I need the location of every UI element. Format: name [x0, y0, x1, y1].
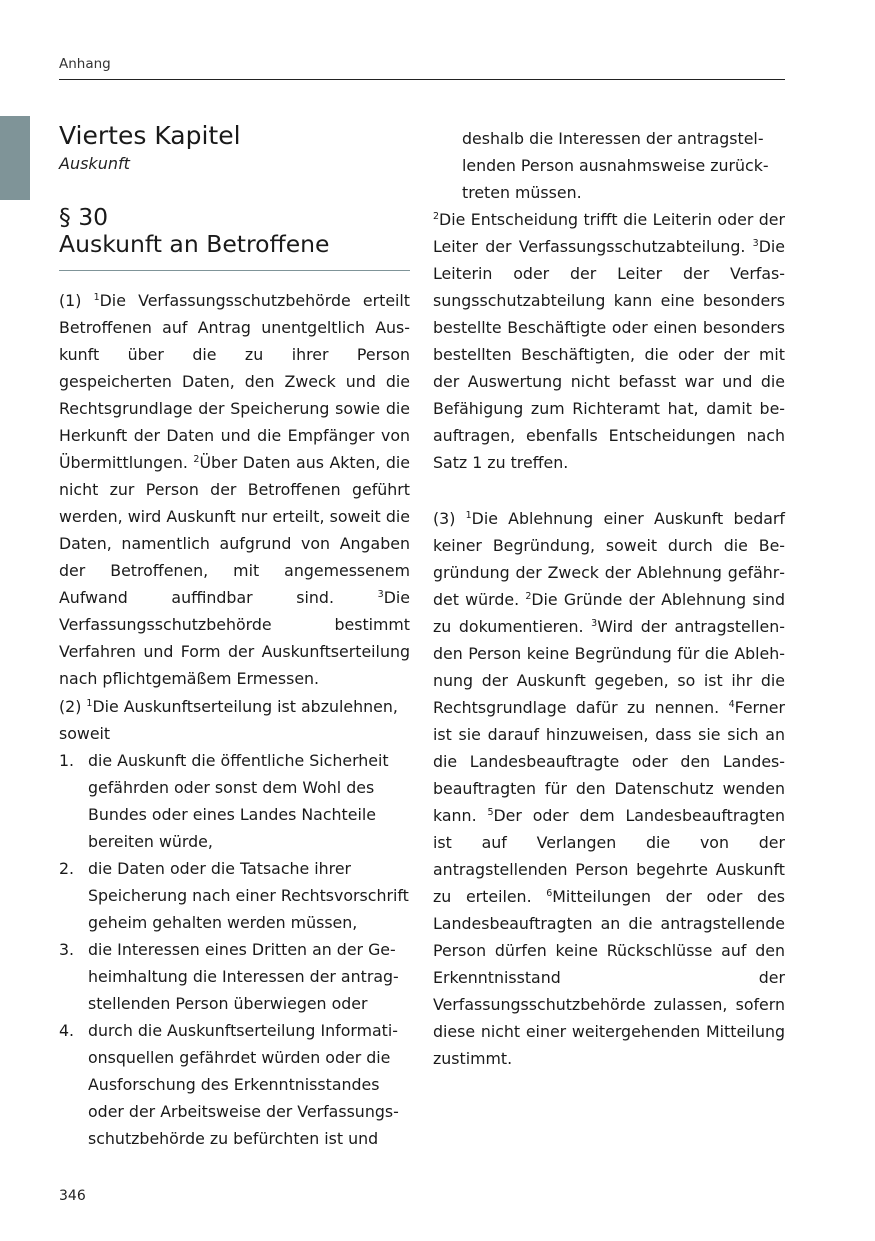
page-number: 346 [59, 1188, 86, 1204]
paragraph-3: (3) $^1$Die Ablehnung einer Auskunft bedarf keiner Begründung, soweit durch die Begründung der Zweck der Ablehnung gefährdet würde. $^2$Die Gründe der Ablehnung sind zu dokumentieren. $^3$Wird der antragstellenden Person keine Begründung für die Ablehnung der Auskunft gegeben, so ist ihr die Rechtsgrundlage dafür zu nennen. $^4$Ferner ist sie darauf hinzuweisen, dass sie sich an die Landesbeauftragte oder den Landesbeauftragten für den Datenschutz wenden kann. $^5$Der oder dem Landesbeauftragten ist auf Verlangen die von der antragstellenden Person begehrte Auskunft zu erteilen. $^6$Mitteilungen der oder des Landesbeauftragten an die antragstellende Person dürfen keine Rückschlüsse auf den Erkenntnisstand der Verfassungsschutzbehörde zulassen, sofern diese nicht einer weitergehenden Mitteilung zustimmt. [433, 509, 785, 1068]
numbered-list [59, 747, 410, 1152]
section-title: Auskunft an Betroffene [59, 230, 330, 258]
paragraph-2-intro: (2) $^1$Die Auskunftserteilung ist abzulehnen, soweit [59, 697, 398, 743]
list-item-continuation: deshalb die Interessen der antragstellenden Person ausnahmsweise zurücktreten müssen. [462, 129, 769, 202]
chapter-title: Viertes Kapitel [59, 121, 241, 150]
chapter-subtitle: Auskunft [59, 154, 130, 173]
running-head: Anhang [59, 56, 111, 72]
list-item: 2. die Daten oder die Tatsache ihrer Speicherung nach einer Rechtsvorschrift geheim gehalten werden müssen, [59, 859, 409, 932]
section-number: § 30 [59, 203, 109, 231]
section-rule [59, 270, 410, 271]
header-rule [59, 79, 785, 80]
list-item: 4. durch die Auskunftserteilung Informationsquellen gefährdet würden oder die Ausforschung des Erkenntnisstandes oder der Arbeitsweise der Verfassungsschutzbehörde zu befürchten ist und [59, 1021, 399, 1148]
list-item: 1. die Auskunft die öffentliche Sicherheit gefährden oder sonst dem Wohl des Bundes oder eines Landes Nachteile bereiten würde, [59, 751, 389, 851]
paragraph-2-continued: $^2$Die Entscheidung trifft die Leiterin oder der Leiter der Verfassungsschutzabteilung. $^3$Die Leiterin oder der Leiter der Verfassungsschutzabteilung kann eine besonders bestellte Beschäftigte oder einen besonders bestellten Beschäftigten, die oder der mit der Auswertung nicht befasst war und die Befähigung zum Richteramt hat, damit beauftragen, ebenfalls Entscheidungen nach Satz 1 zu treffen. [433, 210, 785, 472]
list-item: 3. die Interessen eines Dritten an der Geheimhaltung die Interessen der antragstellenden Person überwiegen oder [59, 940, 399, 1013]
chapter-side-tab [0, 116, 30, 200]
paragraph-1: (1) $^1$Die Verfassungsschutzbehörde erteilt Betroffenen auf Antrag unentgeltlich Auskunft über die zu ihrer Person gespeicherten Daten, den Zweck und die Rechtsgrundlage der Speicherung sowie die Herkunft der Daten und die Empfänger von Übermittlungen. $^2$Über Daten aus Akten, die nicht zur Person der Betroffenen geführt werden, wird Auskunft nur erteilt, soweit die Daten, namentlich aufgrund von Angaben der Betroffenen, mit angemessenem Aufwand auffindbar sind. $^3$Die Verfassungsschutzbehörde bestimmt Verfahren und Form der Auskunftserteilung nach pflichtgemäßem Ermessen. [59, 291, 411, 688]
